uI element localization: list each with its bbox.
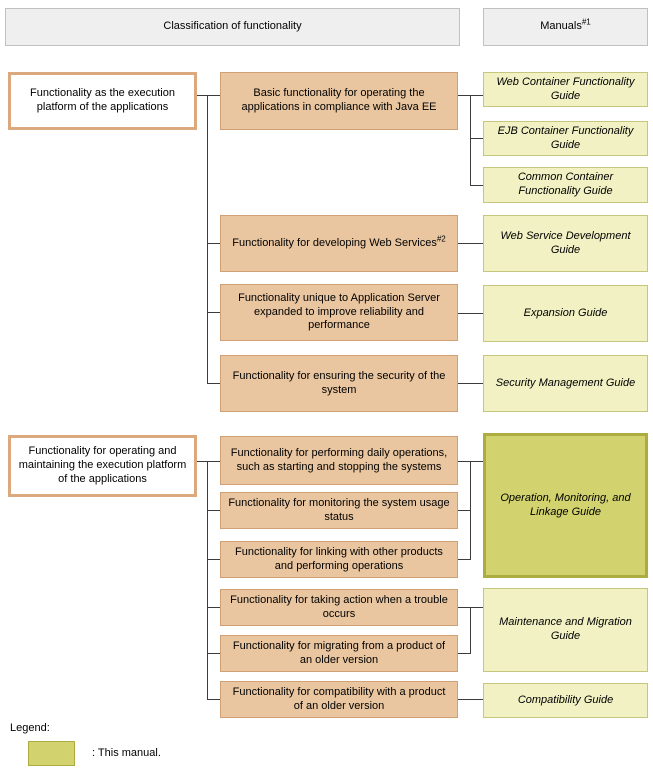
func-monitoring	[220, 492, 458, 529]
func-trouble-label: Functionality for taking action when a trouble occurs	[230, 593, 448, 620]
connector-line	[458, 313, 483, 314]
connector-line	[458, 383, 483, 384]
func-web-services-label: Functionality for developing Web Services$^{\#2}$	[232, 233, 446, 249]
category-execution-platform-label: Functionality as the execution platform of the applications	[30, 87, 175, 113]
func-daily-ops-label: Functionality for performing daily operations, such as starting and stopping the systems	[230, 446, 448, 473]
connector-line	[207, 383, 220, 384]
func-unique-expanded	[220, 284, 458, 341]
manual-compatibility-label: Compatibility Guide	[517, 693, 614, 706]
func-java-ee	[220, 72, 458, 130]
manual-security-mgmt	[483, 355, 648, 412]
func-security-label: Functionality for ensuring the security of the system	[232, 369, 446, 396]
manual-ejb-container	[483, 121, 648, 156]
connector-line	[207, 699, 220, 700]
func-trouble	[220, 589, 458, 626]
func-compatibility	[220, 681, 458, 718]
connector-line	[197, 461, 220, 462]
web-services-footnote-marker: #2	[436, 233, 446, 243]
connector-line	[470, 138, 483, 139]
category-operating-maintaining	[8, 435, 197, 497]
manual-web-service-dev	[483, 215, 648, 272]
connector-line	[197, 95, 220, 96]
manual-expansion	[483, 285, 648, 342]
connector-line	[207, 461, 208, 700]
connector-line	[458, 653, 470, 654]
func-linking	[220, 541, 458, 578]
manuals-header-label: Manuals$^{\#1}$	[540, 17, 591, 33]
func-web-services	[220, 215, 458, 272]
legend-this-manual-label: : This manual.	[92, 747, 161, 759]
manual-operation-monitoring-linkage-label: Operation, Monitoring, and Linkage Guide	[500, 491, 631, 518]
connector-line	[207, 559, 220, 560]
func-security	[220, 355, 458, 412]
legend-title: Legend:	[10, 722, 50, 734]
func-monitoring-label: Functionality for monitoring the system usage status	[228, 496, 450, 523]
func-java-ee-label: Basic functionality for operating the applications in compliance with Java EE	[241, 87, 437, 113]
manuals-footnote-marker: #1	[581, 17, 591, 27]
manual-web-container-label: Web Container Functionality Guide	[496, 75, 635, 102]
manual-expansion-label: Expansion Guide	[523, 306, 608, 319]
classification-header-label: Classification of functionality	[163, 20, 302, 33]
connector-line	[470, 607, 471, 654]
func-migrating	[220, 635, 458, 672]
connector-line	[207, 312, 220, 313]
category-execution-platform	[8, 72, 197, 130]
manual-maintenance-migration	[483, 588, 648, 672]
manual-ejb-container-label: EJB Container Functionality Guide	[497, 124, 634, 151]
connector-line	[470, 461, 471, 560]
manual-web-service-dev-label: Web Service Development Guide	[500, 229, 631, 256]
connector-line	[207, 243, 220, 244]
connector-line	[458, 510, 470, 511]
connector-line	[207, 653, 220, 654]
connector-line	[207, 510, 220, 511]
manual-compatibility	[483, 683, 648, 718]
connector-line	[207, 95, 208, 384]
manuals-header	[483, 8, 648, 46]
manual-common-container-label: Common Container Functionality Guide	[517, 171, 614, 197]
func-migrating-label: Functionality for migrating from a product of an older version	[232, 639, 446, 666]
func-unique-expanded-label: Functionality unique to Application Server expanded to improve reliability and performance	[238, 291, 440, 332]
manual-security-mgmt-label: Security Management Guide	[495, 376, 636, 389]
connector-line	[470, 185, 483, 186]
connector-line	[470, 95, 471, 186]
func-compatibility-label: Functionality for compatibility with a product of an older version	[232, 685, 446, 712]
connector-line	[458, 243, 483, 244]
category-operating-maintaining-label: Functionality for operating and maintaining the execution platform of the applications	[18, 445, 187, 485]
func-linking-label: Functionality for linking with other products and performing operations	[235, 545, 443, 572]
func-daily-ops	[220, 436, 458, 485]
legend-this-manual-swatch	[28, 741, 75, 766]
connector-line	[207, 607, 220, 608]
manual-operation-monitoring-linkage	[483, 433, 648, 578]
classification-header	[5, 8, 460, 46]
manual-common-container	[483, 167, 648, 203]
manual-maintenance-migration-label: Maintenance and Migration Guide	[499, 616, 632, 642]
connector-line	[458, 699, 483, 700]
manual-web-container	[483, 72, 648, 107]
connector-line	[458, 559, 470, 560]
